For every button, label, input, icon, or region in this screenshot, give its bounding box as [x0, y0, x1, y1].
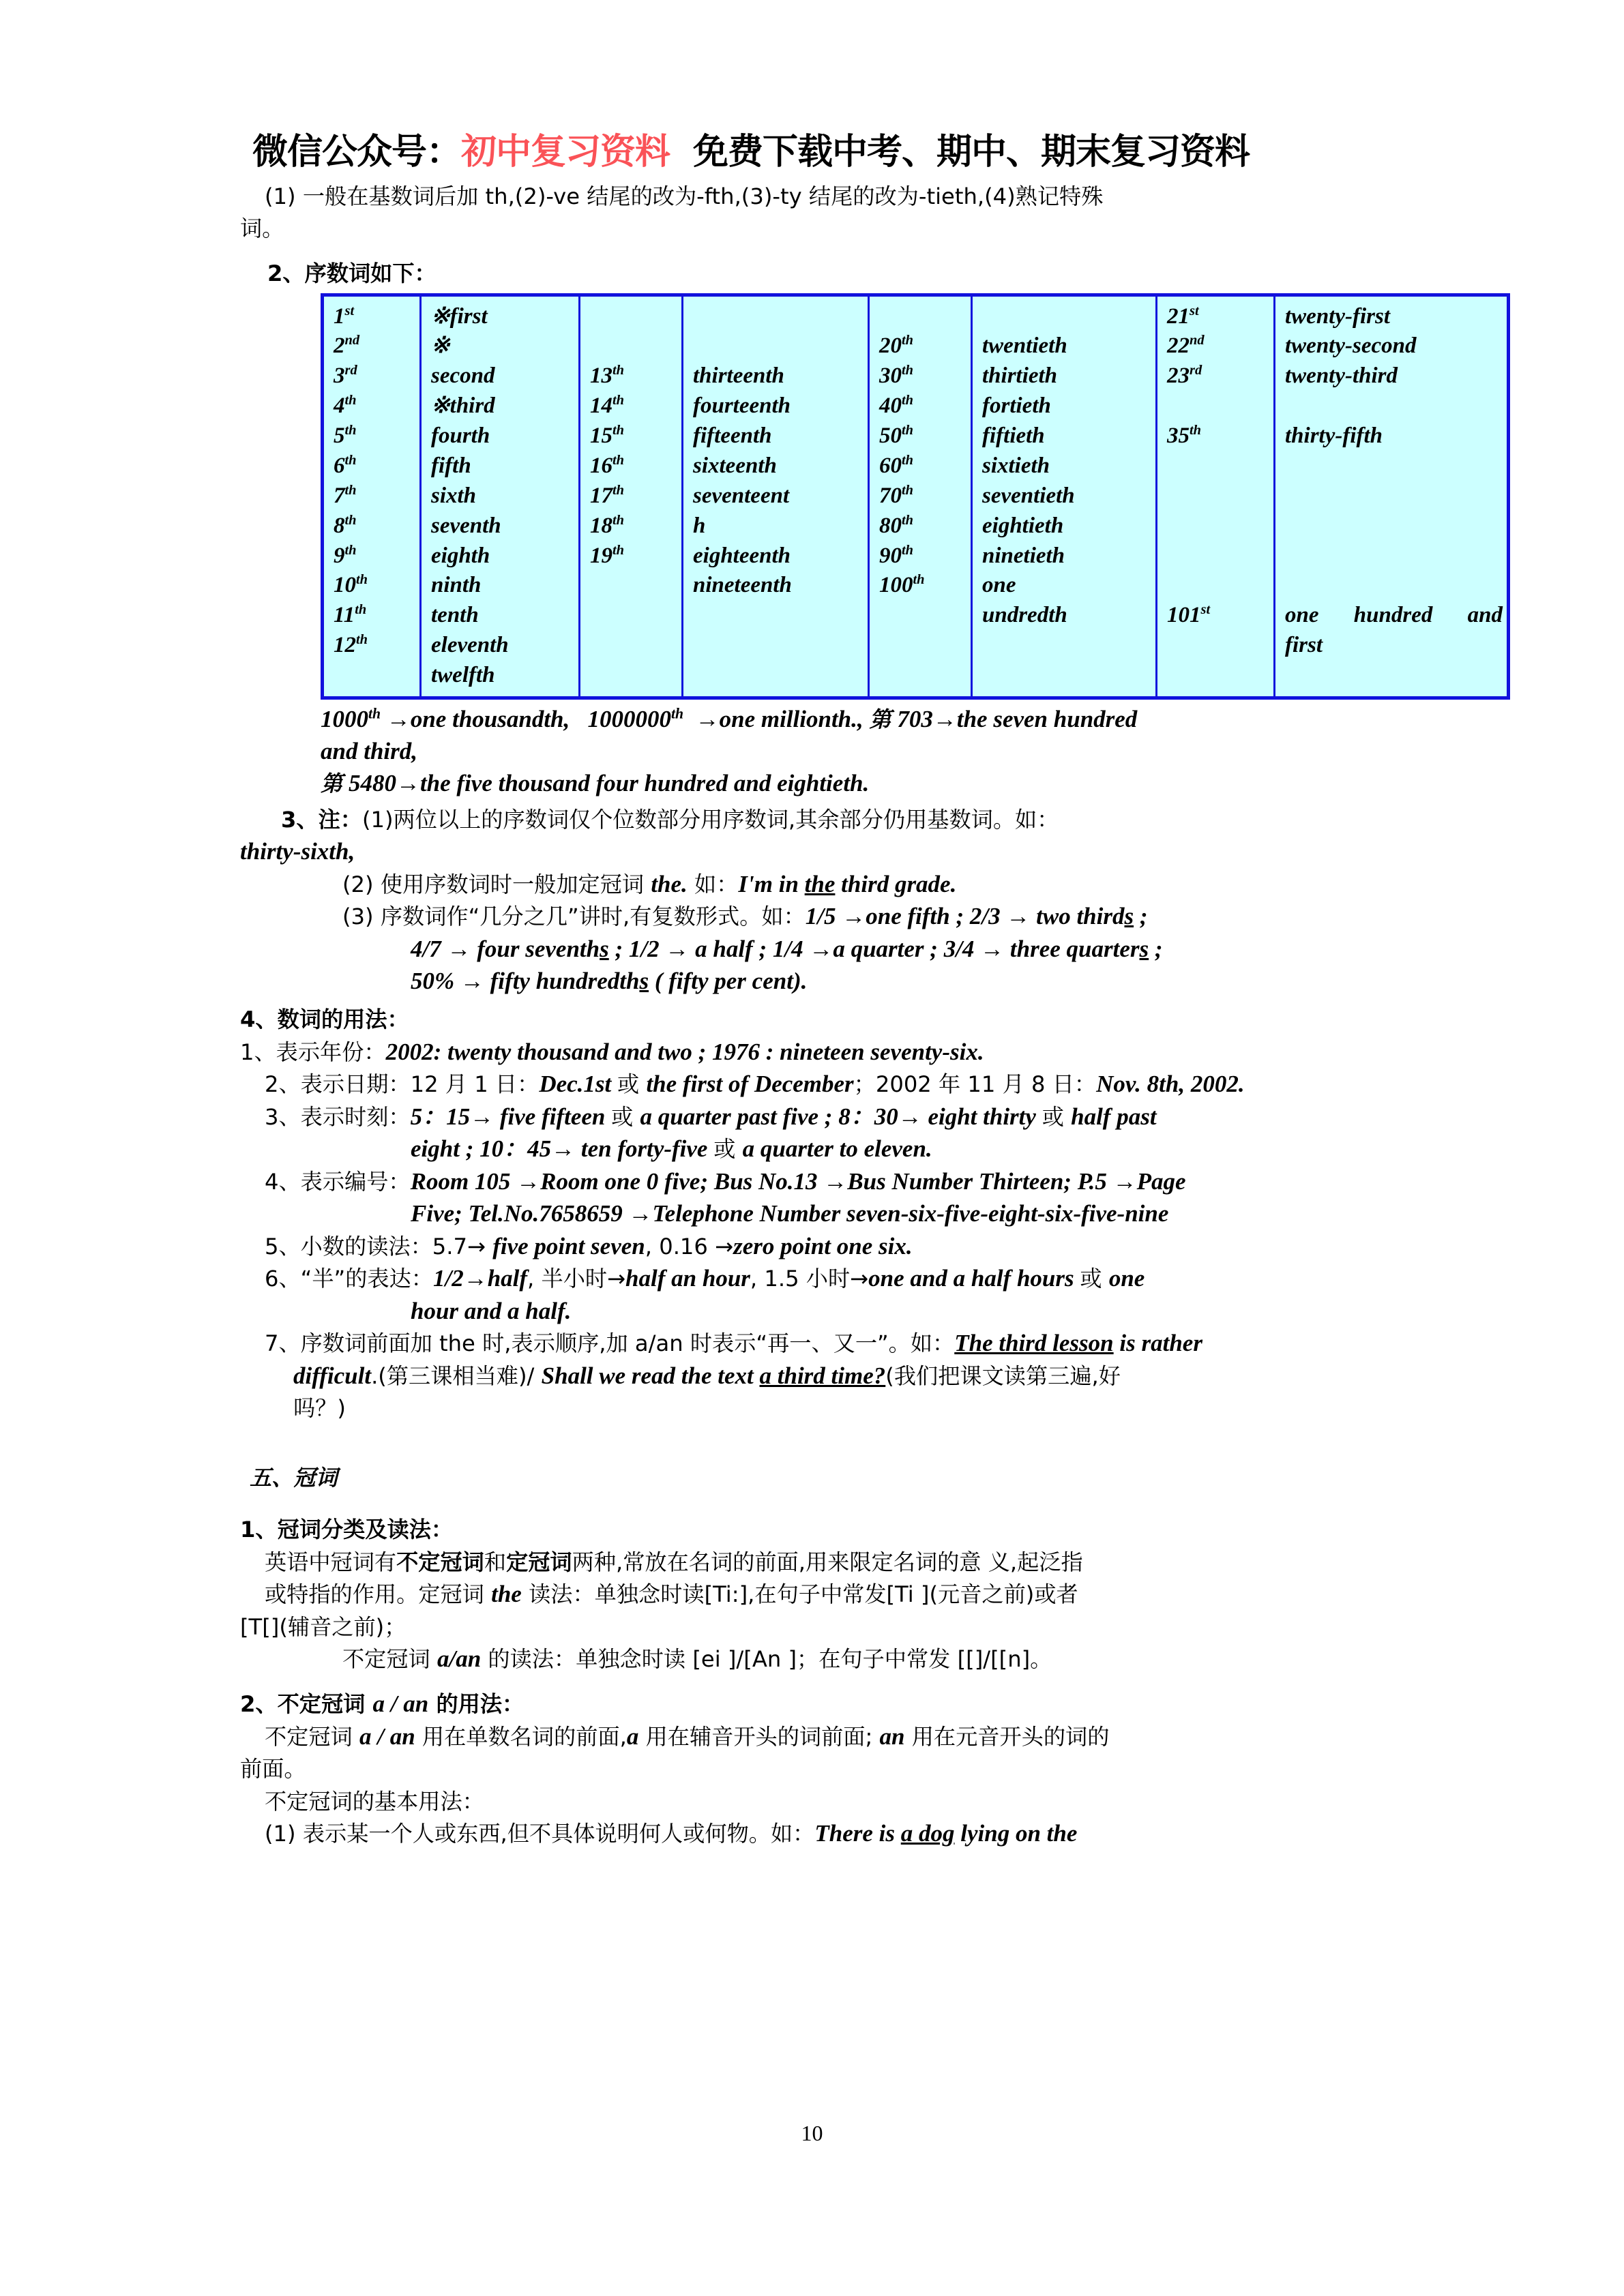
cell-line: 14th — [590, 393, 625, 419]
ordinal-formation-rule — [240, 181, 1393, 212]
cell-line: ※third — [431, 393, 495, 419]
cell-line: 22nd — [1167, 333, 1205, 359]
cell-line — [1167, 391, 1269, 421]
section-5-sub2-line3: 不定冠词的基本用法： — [265, 1788, 484, 1815]
cell-line: second — [431, 363, 495, 389]
cell-line: one — [982, 573, 1016, 598]
section-3-note-3-line2: 4/7 → four sevenths ; 1/2 → a half ; 1/4 →a quarter ; 3/4 → three quarters ; — [411, 935, 1163, 962]
page-content — [240, 132, 1503, 1851]
note-line-3: 第 5480→the five thousand four hundred and eightieth. — [321, 769, 870, 796]
section-3-note — [240, 804, 1393, 835]
cell-line: 21st — [1167, 303, 1199, 329]
cell-line: 12th — [334, 632, 368, 658]
ordinal-numbers-table-wrap — [321, 293, 1503, 700]
large-ordinals-note — [321, 704, 1385, 800]
section-5-sub1-heading: 1、冠词分类及读法： — [240, 1516, 454, 1542]
cell-line — [693, 302, 863, 332]
section-2-heading: 2、序数词如下： — [267, 260, 437, 286]
cell-line: 16th — [590, 452, 625, 478]
cell-line — [1167, 541, 1269, 571]
cell-line: 18th — [590, 512, 625, 538]
col-4-words — [683, 295, 869, 698]
cell-line — [1167, 481, 1269, 511]
cell-line: eighth — [431, 543, 490, 568]
cell-line: fortieth — [982, 393, 1051, 419]
section-4-item-2: 2、表示日期：12 月 1 日：Dec.1st 或 the first of December；2002 年 11 月 8 日：Nov. 8th, 2002. — [265, 1071, 1245, 1098]
cell-line — [1285, 571, 1503, 601]
cell-line — [693, 331, 863, 361]
cell-line — [1285, 481, 1503, 511]
cell-line: fourteenth — [693, 393, 791, 419]
section-4-item-6-line2: hour and a half. — [411, 1297, 572, 1324]
cell-line: 35th — [1167, 423, 1202, 449]
col-2-words — [421, 295, 580, 698]
cell-line: ※ — [431, 333, 450, 359]
section-4-item-4: 4、表示编号：Room 105 →Room one 0 five; Bus No.13 →Bus Number Thirteen; P.5 →Page — [265, 1167, 1186, 1195]
cell-line: 5th — [334, 423, 357, 449]
section-5-sub2-line1: 不定冠词 a / an 用在单数名词的前面,a 用在辅音开头的词前面; an 用在元音开头的词的 — [265, 1723, 1110, 1750]
cell-line: twentieth — [982, 333, 1067, 359]
section-5-sub1-line2: 或特指的作用。定冠词 the 读法：单独念时读[Ti:],在句子中常发[Ti ](元音之前)或者 — [265, 1581, 1078, 1608]
cell-line — [590, 331, 677, 361]
cell-line: eightieth — [982, 513, 1064, 538]
banner-prefix: 微信公众号： — [252, 132, 462, 172]
note-line-1: 1000th →one thousandth, 1000000th →one millionth., 第 703→the seven hundred — [321, 705, 1138, 732]
cell-line: 3rd — [334, 363, 357, 389]
section-4-item-7: 7、序数词前面加 the 时,表示顺序,加 a/an 时表示“再一、又一”。如：The third lesson is rather — [265, 1330, 1202, 1357]
cell-line: sixtieth — [982, 453, 1050, 478]
col-1-numerals — [323, 295, 421, 698]
cell-line: fifth — [431, 453, 471, 478]
section-3-note-3: (3) 序数词作“几分之几”讲时,有复数形式。如：1/5 →one fifth ; 2/3 → two thirds ; — [342, 903, 1148, 930]
section-5-sub1-line1: 英语中冠词有不定冠词和定冠词两种,常放在名词的前面,用来限定名词的意 义,起泛指 — [265, 1549, 1083, 1575]
section-5-sub1-line3: [T[](辅音之前)； — [240, 1613, 407, 1640]
note-line-2: and third, — [321, 737, 417, 764]
cell-line: nineteenth — [693, 573, 792, 598]
cell-line: twenty-second — [1285, 333, 1417, 359]
cell-line: twelfth — [431, 663, 495, 688]
section-5-sub2-line4: (1) 表示某一个人或东西,但不具体说明何人或何物。如：There is a dog lying on the — [265, 1820, 1078, 1847]
cell-line: thirteenth — [693, 363, 784, 389]
cell-line — [982, 302, 1151, 332]
item-1-text: 2002: twenty thousand and two ; 1976 : nineteen seventy-six. — [385, 1038, 984, 1065]
cell-line: ※first — [431, 303, 488, 329]
section-4-item-4-line2: Five; Tel.No.7658659 →Telephone Number seven-six-five-eight-six-five-nine — [411, 1200, 1169, 1227]
cell-line: 9th — [334, 542, 357, 568]
cell-line: seventeent — [693, 483, 790, 508]
ordinal-numbers-table — [321, 293, 1510, 700]
section-3-note-1: (1)两位以上的序数词仅个位数部分用序数词,其余部分仍用基数词。如： — [361, 806, 1059, 833]
cell-line: 6th — [334, 452, 357, 478]
cell-line: 23rd — [1167, 363, 1202, 389]
section-5-sub1-line4: 不定冠词 a/an 的读法：单独念时读 [ei ]/[An ]；在句子中常发 [[]/[[n]。 — [342, 1645, 1052, 1673]
rule-line-2: 词。 — [240, 215, 284, 242]
section-5-sub2-heading: 2、不定冠词 a / an 的用法： — [240, 1690, 525, 1717]
section-4-item-3-line2: eight ; 10：45→ ten forty-five 或 a quarter to eleven. — [411, 1135, 932, 1163]
col-3-numerals — [580, 295, 683, 698]
cell-line: 50th — [879, 423, 914, 449]
cell-line — [1167, 451, 1269, 481]
section-4-item-3: 3、表示时刻：5：15→ five fifteen 或 a quarter past five ; 8：30→ eight thirty 或 half past — [265, 1103, 1157, 1130]
cell-line: tenth — [431, 603, 479, 628]
table-row — [323, 295, 1509, 698]
cell-line: 80th — [879, 512, 914, 538]
cell-line: seventieth — [982, 483, 1075, 508]
cell-line: 19th — [590, 542, 625, 568]
cell-line — [1285, 511, 1503, 541]
cell-line: undredth — [982, 603, 1067, 628]
cell-line: 101st — [1167, 602, 1211, 628]
cell-line: one hundred and — [1285, 603, 1503, 628]
section-3-note-2: (2) 使用序数词时一般加定冠词 the. 如：I'm in the third grade. — [342, 870, 957, 897]
cell-line: sixth — [431, 483, 477, 508]
cell-line: fiftieth — [982, 423, 1045, 449]
section-4-item-7-line3: 吗？) — [293, 1395, 346, 1422]
cell-line: 1st — [334, 303, 355, 329]
cell-line: 15th — [590, 423, 625, 449]
cell-line — [1285, 391, 1503, 421]
page-number: 10 — [801, 2121, 823, 2145]
banner-highlight: 初中复习资料 — [461, 132, 670, 172]
cell-line — [1167, 511, 1269, 541]
col-6-words — [972, 295, 1157, 698]
ordinal-formation-rule-cont — [240, 213, 1393, 244]
cell-line: fourth — [431, 423, 490, 449]
cell-line — [879, 302, 966, 332]
cell-line — [1285, 541, 1503, 571]
underline-a-dog: a dog — [900, 1820, 955, 1847]
cell-line: 40th — [879, 393, 914, 419]
col-5-numerals — [869, 295, 972, 698]
cell-line: 30th — [879, 363, 914, 389]
section-4-item-1 — [240, 1037, 1393, 1068]
cell-line: twenty-third — [1285, 363, 1398, 389]
cell-line: 60th — [879, 452, 914, 478]
cell-line: 2nd — [334, 333, 360, 359]
cell-line: thirty-fifth — [1285, 423, 1383, 449]
section-4-heading: 4、数词的用法： — [240, 1006, 409, 1032]
underline-the-third-lesson: The third lesson — [954, 1330, 1114, 1357]
cell-line — [590, 302, 677, 332]
cell-line: 100th — [879, 572, 925, 598]
cell-line: first — [1285, 633, 1323, 658]
banner-suffix: 免费下载中考、期中、期末复习资料 — [693, 132, 1250, 172]
cell-line: ninetieth — [982, 543, 1065, 568]
wechat-promo-banner — [252, 134, 1393, 171]
rule-line-1: (1) 一般在基数词后加 th,(2)-ve 结尾的改为-fth,(3)-ty 结尾的改为-tieth,(4)熟记特殊 — [265, 183, 1104, 209]
cell-line: 7th — [334, 482, 357, 508]
cell-line: eighteenth — [693, 543, 791, 568]
section-4-item-5: 5、小数的读法：5.7→ five point seven, 0.16 →zero point one six. — [265, 1232, 913, 1259]
cell-line: 13th — [590, 363, 625, 389]
section-4-item-7-line2: difficult.(第三课相当难)/ Shall we read the text a third time?(我们把课文读第三遍,好 — [293, 1362, 1121, 1389]
cell-line: 10th — [334, 572, 368, 598]
cell-line: 17th — [590, 482, 625, 508]
cell-line: 90th — [879, 542, 914, 568]
col-8-words — [1275, 295, 1509, 698]
section-5-sub2-line2: 前面。 — [240, 1756, 306, 1783]
section-5-roman-heading: 五、冠词 — [250, 1464, 338, 1491]
cell-line: eleventh — [431, 633, 509, 658]
cell-line: 20th — [879, 333, 914, 359]
col-7-numerals — [1157, 295, 1275, 698]
section-3-note-1-example: thirty-sixth, — [240, 838, 355, 865]
underline-a-third-time: a third time? — [759, 1362, 886, 1389]
cell-line — [1167, 571, 1269, 601]
section-4-item-6: 6、“半”的表达：1/2→half, 半小时→half an hour, 1.5 小时→one and a half hours 或 one — [265, 1265, 1145, 1292]
item-1-label: 1、表示年份： — [240, 1039, 386, 1065]
cell-line: 4th — [334, 393, 357, 419]
cell-line: twenty-first — [1285, 303, 1390, 329]
section-3-label: 3、注： — [281, 806, 362, 833]
cell-line: ninth — [431, 573, 482, 598]
cell-line: sixteenth — [693, 453, 777, 478]
cell-line — [1285, 451, 1503, 481]
cell-line: thirtieth — [982, 363, 1058, 389]
cell-line: fifteenth — [693, 423, 772, 449]
underline-the: the — [804, 870, 836, 897]
section-3-note-3-line3: 50% → fifty hundredths ( fifty per cent). — [411, 968, 808, 995]
cell-line: 70th — [879, 482, 914, 508]
cell-line: seventh — [431, 513, 501, 538]
cell-line: 8th — [334, 512, 357, 538]
cell-line: h — [693, 513, 706, 538]
cell-line: 11th — [334, 602, 367, 628]
